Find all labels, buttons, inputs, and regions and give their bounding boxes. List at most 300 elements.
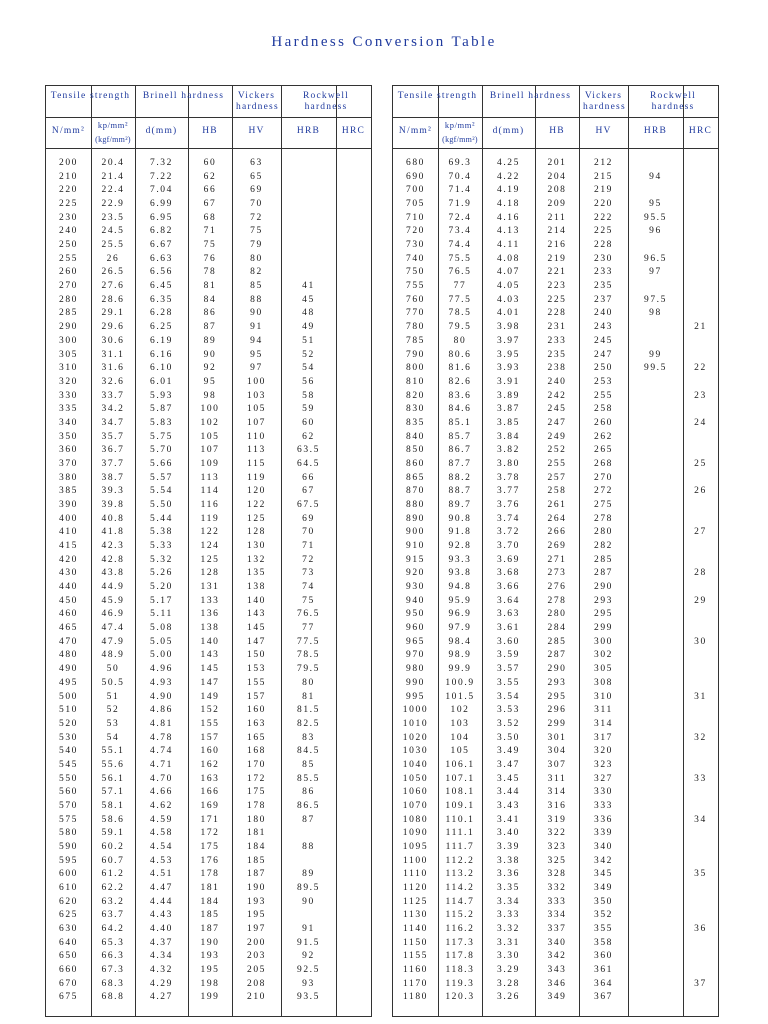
cell-hb: 163 <box>200 773 220 784</box>
cell-kpmm2: 108.1 <box>445 787 475 798</box>
table-row <box>46 280 371 294</box>
cell-hv: 336 <box>593 814 614 825</box>
cell-hb: 195 <box>200 965 220 976</box>
cell-hb: 119 <box>200 513 220 524</box>
cell-dmm: 4.08 <box>496 253 521 264</box>
cell-hrb: 90 <box>302 896 315 907</box>
cell-hb: 242 <box>547 390 567 401</box>
cell-hrc: 37 <box>694 978 707 989</box>
cell-nmm2: 900 <box>405 527 426 538</box>
cell-hv: 340 <box>593 842 614 852</box>
table-row <box>393 472 718 486</box>
table-row <box>393 540 718 554</box>
cell-hv: 197 <box>246 924 267 935</box>
cell-nmm2: 670 <box>58 978 79 989</box>
cell-hb: 285 <box>547 636 567 647</box>
cell-kpmm2: 55.1 <box>101 746 125 757</box>
hv-header: HV <box>248 126 265 136</box>
cell-nmm2: 470 <box>58 636 79 647</box>
cell-hb: 145 <box>200 664 220 675</box>
cell-hb: 67 <box>203 199 217 210</box>
cell-hrb: 93.5 <box>296 992 321 1003</box>
cell-hrc: 34 <box>694 814 707 825</box>
cell-nmm2: 830 <box>405 404 426 415</box>
cell-hb: 87 <box>203 322 217 333</box>
cell-dmm: 6.10 <box>149 363 174 374</box>
hv-header: HV <box>595 126 612 136</box>
cell-hv: 63 <box>250 158 263 168</box>
cell-kpmm2: 77 <box>453 281 467 292</box>
cell-dmm: 4.32 <box>149 965 174 976</box>
cell-hrb: 64.5 <box>296 458 321 469</box>
cell-hb: 245 <box>547 404 567 415</box>
cell-nmm2: 675 <box>58 992 79 1003</box>
cell-kpmm2: 34.2 <box>101 404 125 415</box>
cell-dmm: 3.33 <box>496 910 521 921</box>
cell-kpmm2: 40.8 <box>101 513 125 524</box>
cell-dmm: 3.78 <box>496 472 521 483</box>
cell-kpmm2: 93.3 <box>448 554 472 565</box>
table-row <box>46 335 371 349</box>
cell-kpmm2: 112.2 <box>445 855 475 866</box>
table-row <box>393 745 718 759</box>
cell-dmm: 5.70 <box>149 445 174 456</box>
cell-kpmm2: 117.3 <box>445 937 475 948</box>
cell-dmm: 4.11 <box>497 240 520 251</box>
cell-kpmm2: 80 <box>453 335 467 346</box>
cell-hb: 113 <box>200 472 220 483</box>
cell-kpmm2: 25.5 <box>101 240 125 251</box>
cell-dmm: 4.34 <box>149 951 174 962</box>
cell-hb: 76 <box>203 253 217 264</box>
cell-nmm2: 640 <box>58 937 79 948</box>
cell-hrc: 21 <box>694 322 707 333</box>
table-row <box>46 390 371 404</box>
cell-dmm: 4.93 <box>149 677 174 688</box>
cell-kpmm2: 22.4 <box>101 185 125 196</box>
cell-hb: 258 <box>547 486 567 497</box>
cell-hv: 243 <box>593 322 614 333</box>
cell-hb: 249 <box>547 431 567 442</box>
cell-nmm2: 570 <box>58 800 79 811</box>
cell-hv: 270 <box>593 472 614 483</box>
cell-hv: 200 <box>246 937 267 948</box>
cell-dmm: 4.81 <box>149 718 174 729</box>
cell-hrb: 74 <box>302 582 315 593</box>
cell-dmm: 3.59 <box>496 650 521 661</box>
cell-dmm: 6.28 <box>149 308 174 319</box>
table-row <box>393 390 718 404</box>
cell-nmm2: 590 <box>58 842 79 852</box>
cell-nmm2: 970 <box>405 650 426 661</box>
cell-hrb: 81 <box>302 691 315 702</box>
table-row <box>46 827 371 841</box>
cell-hv: 82 <box>250 267 263 278</box>
table-row <box>46 239 371 253</box>
cell-hrb: 95.5 <box>643 212 668 223</box>
cell-kpmm2: 83.6 <box>448 390 472 401</box>
cell-nmm2: 550 <box>58 773 79 784</box>
cell-hrb: 78.5 <box>296 650 321 661</box>
cell-nmm2: 980 <box>405 664 426 675</box>
cell-nmm2: 400 <box>58 513 79 524</box>
cell-hrb: 73 <box>302 568 315 579</box>
cell-nmm2: 660 <box>58 965 79 976</box>
cell-dmm: 3.87 <box>496 404 521 415</box>
cell-nmm2: 230 <box>58 212 79 223</box>
cell-dmm: 3.84 <box>496 431 521 442</box>
cell-hrb: 89.5 <box>296 883 321 894</box>
hb-header: HB <box>202 126 218 136</box>
cell-dmm: 3.69 <box>496 554 521 565</box>
cell-dmm: 5.66 <box>149 458 174 469</box>
cell-nmm2: 720 <box>405 226 426 237</box>
cell-hb: 136 <box>200 609 220 620</box>
cell-hb: 316 <box>547 800 567 811</box>
cell-hrc: 28 <box>694 568 707 579</box>
cell-dmm: 3.50 <box>496 732 521 743</box>
cell-nmm2: 730 <box>405 240 426 251</box>
cell-hv: 100 <box>246 376 267 387</box>
cell-hv: 317 <box>593 732 614 743</box>
table-row <box>393 937 718 951</box>
table-row <box>46 513 371 527</box>
table-row <box>46 800 371 814</box>
table-row <box>46 321 371 335</box>
cell-kpmm2: 60.2 <box>101 842 125 852</box>
cell-kpmm2: 114.2 <box>445 883 475 894</box>
cell-hrb: 95 <box>649 199 662 210</box>
table-row <box>46 608 371 622</box>
cell-kpmm2: 100.9 <box>445 677 475 688</box>
table-row <box>46 649 371 663</box>
table-row <box>46 362 371 376</box>
cell-hv: 85 <box>250 281 263 292</box>
cell-nmm2: 285 <box>58 308 79 319</box>
cell-hb: 247 <box>547 417 567 428</box>
cell-hrc: 23 <box>694 390 707 401</box>
cell-hv: 228 <box>593 240 614 251</box>
cell-hv: 215 <box>593 171 614 182</box>
cell-dmm: 4.66 <box>149 787 174 798</box>
cell-hrb: 96.5 <box>643 253 668 264</box>
cell-hrb: 71 <box>302 541 315 552</box>
cell-hv: 95 <box>250 349 263 360</box>
cell-hv: 350 <box>593 896 614 907</box>
cell-hrb: 81.5 <box>296 705 321 716</box>
cell-hb: 349 <box>547 992 567 1003</box>
cell-hv: 327 <box>593 773 614 784</box>
cell-hb: 66 <box>203 185 217 196</box>
cell-nmm2: 305 <box>58 349 79 360</box>
table-row <box>393 964 718 978</box>
cell-kpmm2: 48.9 <box>101 650 125 661</box>
cell-hb: 143 <box>200 650 220 661</box>
cell-kpmm2: 24.5 <box>101 226 125 237</box>
cell-hrb: 70 <box>302 527 315 538</box>
tensile-strength-header: Tensile strength <box>397 91 478 101</box>
cell-kpmm2: 34.7 <box>101 417 125 428</box>
cell-dmm: 3.80 <box>496 458 521 469</box>
table-row <box>393 567 718 581</box>
table-row <box>393 608 718 622</box>
cell-dmm: 3.30 <box>496 951 521 962</box>
cell-hb: 169 <box>200 800 220 811</box>
table-row <box>46 198 371 212</box>
cell-nmm2: 770 <box>405 308 426 319</box>
rockwell-hardness-header: Rockwell hardness <box>649 91 696 112</box>
table-row <box>393 923 718 937</box>
kgfmm2-header: (kgf/mm²) <box>442 135 478 144</box>
cell-dmm: 5.08 <box>149 623 174 634</box>
cell-dmm: 4.70 <box>149 773 174 784</box>
cell-nmm2: 1080 <box>402 814 429 825</box>
cell-hv: 103 <box>246 390 267 401</box>
cell-hb: 296 <box>547 705 567 716</box>
cell-dmm: 4.16 <box>496 212 521 223</box>
cell-hb: 346 <box>547 978 567 989</box>
cell-hv: 155 <box>246 677 267 688</box>
cell-hrb: 66 <box>302 472 315 483</box>
cell-hrc: 32 <box>694 732 707 743</box>
cell-hv: 163 <box>246 718 267 729</box>
cell-kpmm2: 33.7 <box>101 390 125 401</box>
cell-dmm: 6.01 <box>149 376 174 387</box>
cell-kpmm2: 85.7 <box>448 431 472 442</box>
cell-nmm2: 760 <box>405 294 426 305</box>
table-row <box>393 800 718 814</box>
cell-nmm2: 965 <box>405 636 426 647</box>
cell-hrb: 85.5 <box>296 773 321 784</box>
cell-hb: 231 <box>547 322 567 333</box>
table-row <box>393 909 718 923</box>
cell-kpmm2: 28.6 <box>101 294 125 305</box>
cell-hb: 343 <box>547 965 567 976</box>
cell-nmm2: 850 <box>405 445 426 456</box>
cell-hb: 284 <box>547 623 567 634</box>
cell-kpmm2: 95.9 <box>448 595 472 606</box>
kpmm2-header: kp/mm² <box>97 120 129 130</box>
cell-dmm: 4.03 <box>496 294 521 305</box>
table-row <box>46 554 371 568</box>
cell-kpmm2: 84.6 <box>448 404 472 415</box>
cell-kpmm2: 93.8 <box>448 568 472 579</box>
cell-kpmm2: 69.3 <box>448 158 472 168</box>
table-row <box>46 499 371 513</box>
cell-hb: 307 <box>547 759 567 770</box>
cell-nmm2: 545 <box>58 759 79 770</box>
table-row <box>46 485 371 499</box>
table-row <box>46 964 371 978</box>
cell-hrb: 82.5 <box>296 718 321 729</box>
cell-hb: 160 <box>200 746 220 757</box>
cell-nmm2: 1060 <box>402 787 429 798</box>
cell-kpmm2: 22.9 <box>101 199 125 210</box>
cell-dmm: 3.41 <box>496 814 521 825</box>
table-row <box>46 253 371 267</box>
cell-nmm2: 320 <box>58 376 79 387</box>
table-row <box>393 253 718 267</box>
cell-nmm2: 420 <box>58 554 79 565</box>
cell-hv: 79 <box>250 240 263 251</box>
cell-hb: 155 <box>200 718 220 729</box>
cell-hb: 149 <box>200 691 220 702</box>
cell-hb: 311 <box>547 773 567 784</box>
table-row <box>393 157 718 171</box>
cell-hrb: 69 <box>302 513 315 524</box>
cell-hb: 116 <box>200 500 220 510</box>
cell-hb: 271 <box>547 554 567 565</box>
cell-kpmm2: 89.7 <box>448 500 472 510</box>
cell-hb: 322 <box>547 828 567 839</box>
cell-hb: 252 <box>547 445 567 456</box>
cell-dmm: 4.96 <box>149 664 174 675</box>
cell-hv: 115 <box>247 458 266 469</box>
cell-nmm2: 1030 <box>402 746 429 757</box>
cell-hb: 314 <box>547 787 567 798</box>
cell-hb: 71 <box>203 226 217 237</box>
cell-dmm: 6.67 <box>149 240 174 251</box>
table-row <box>393 554 718 568</box>
cell-nmm2: 860 <box>405 458 426 469</box>
cell-hrb: 97 <box>649 267 662 278</box>
cell-hb: 219 <box>547 253 567 264</box>
cell-hv: 147 <box>246 636 267 647</box>
cell-hb: 178 <box>200 869 220 880</box>
cell-hb: 86 <box>203 308 217 319</box>
cell-hb: 75 <box>203 240 217 251</box>
cell-hv: 355 <box>593 924 614 935</box>
cell-hb: 128 <box>200 568 220 579</box>
cell-hb: 147 <box>200 677 220 688</box>
cell-kpmm2: 120.3 <box>445 992 475 1003</box>
cell-hv: 107 <box>246 417 267 428</box>
cell-hb: 102 <box>200 417 220 428</box>
cell-nmm2: 840 <box>405 431 426 442</box>
cell-nmm2: 380 <box>58 472 79 483</box>
cell-hv: 153 <box>246 664 267 675</box>
cell-hv: 323 <box>593 759 614 770</box>
cell-dmm: 6.25 <box>149 322 174 333</box>
cell-nmm2: 255 <box>58 253 79 264</box>
dmm-header: d(mm) <box>145 126 178 136</box>
cell-dmm: 7.32 <box>149 158 174 168</box>
nmm2-header: N/mm² <box>398 126 433 136</box>
cell-hrc: 31 <box>694 691 707 702</box>
cell-hrb: 99.5 <box>643 363 668 374</box>
cell-hv: 278 <box>593 513 614 524</box>
cell-hb: 233 <box>547 335 567 346</box>
cell-kpmm2: 47.9 <box>101 636 125 647</box>
cell-dmm: 4.54 <box>149 842 174 852</box>
cell-nmm2: 1050 <box>402 773 429 784</box>
cell-hv: 342 <box>593 855 614 866</box>
cell-hv: 233 <box>593 267 614 278</box>
cell-kpmm2: 102 <box>450 705 470 716</box>
table-row <box>46 745 371 759</box>
cell-nmm2: 1130 <box>402 910 429 921</box>
cell-nmm2: 1160 <box>402 965 429 976</box>
table-row <box>46 677 371 691</box>
cell-hv: 237 <box>593 294 614 305</box>
table-row <box>393 896 718 910</box>
cell-hb: 273 <box>547 568 567 579</box>
cell-kpmm2: 64.2 <box>101 924 125 935</box>
cell-hb: 95 <box>203 376 217 387</box>
table-row <box>393 335 718 349</box>
cell-dmm: 3.52 <box>496 718 521 729</box>
brinell-hardness-header: Brinell hardness <box>142 91 225 101</box>
cell-hrc: 29 <box>694 595 707 606</box>
cell-kpmm2: 114.7 <box>445 896 475 907</box>
cell-hb: 166 <box>200 787 220 798</box>
cell-hb: 255 <box>547 458 567 469</box>
cell-dmm: 3.89 <box>496 390 521 401</box>
table-row <box>393 499 718 513</box>
cell-hv: 290 <box>593 582 614 593</box>
cell-kpmm2: 26 <box>106 253 120 264</box>
table-row <box>46 171 371 185</box>
cell-nmm2: 780 <box>405 322 426 333</box>
table-row <box>46 773 371 787</box>
cell-hv: 75 <box>250 226 263 237</box>
cell-kpmm2: 44.9 <box>101 582 125 593</box>
cell-hb: 107 <box>200 445 220 456</box>
cell-nmm2: 650 <box>58 951 79 962</box>
cell-nmm2: 580 <box>58 828 79 839</box>
kpmm2-header: kp/mm² <box>444 120 476 130</box>
cell-hv: 180 <box>246 814 267 825</box>
cell-hv: 65 <box>250 171 263 182</box>
cell-dmm: 4.78 <box>149 732 174 743</box>
cell-kpmm2: 43.8 <box>101 568 125 579</box>
cell-hv: 160 <box>246 705 267 716</box>
cell-nmm2: 260 <box>58 267 79 278</box>
cell-hv: 80 <box>250 253 263 264</box>
brinell-hardness-header: Brinell hardness <box>489 91 572 101</box>
cell-hv: 308 <box>593 677 614 688</box>
cell-hb: 124 <box>200 541 220 552</box>
cell-nmm2: 710 <box>405 212 426 223</box>
tensile-strength-header: Tensile strength <box>50 91 131 101</box>
cell-dmm: 3.97 <box>496 335 521 346</box>
cell-dmm: 4.01 <box>496 308 521 319</box>
cell-hrb: 72 <box>302 554 315 565</box>
cell-hv: 305 <box>593 664 614 675</box>
cell-dmm: 7.04 <box>149 185 174 196</box>
cell-kpmm2: 60.7 <box>101 855 125 866</box>
table-row <box>46 567 371 581</box>
table-row <box>393 868 718 882</box>
cell-nmm2: 700 <box>405 185 426 196</box>
cell-kpmm2: 50.5 <box>101 677 125 688</box>
cell-hv: 195 <box>246 910 267 921</box>
table-row <box>393 526 718 540</box>
cell-nmm2: 500 <box>58 691 79 702</box>
table-row <box>393 649 718 663</box>
cell-dmm: 6.82 <box>149 226 174 237</box>
cell-hb: 334 <box>547 910 567 921</box>
header-divider <box>46 117 371 118</box>
cell-dmm: 3.43 <box>496 800 521 811</box>
cell-nmm2: 495 <box>58 677 79 688</box>
cell-nmm2: 1040 <box>402 759 429 770</box>
cell-hb: 100 <box>200 404 220 415</box>
cell-dmm: 4.62 <box>149 800 174 811</box>
cell-dmm: 4.29 <box>149 978 174 989</box>
cell-hv: 170 <box>246 759 267 770</box>
cell-hb: 90 <box>203 349 217 360</box>
